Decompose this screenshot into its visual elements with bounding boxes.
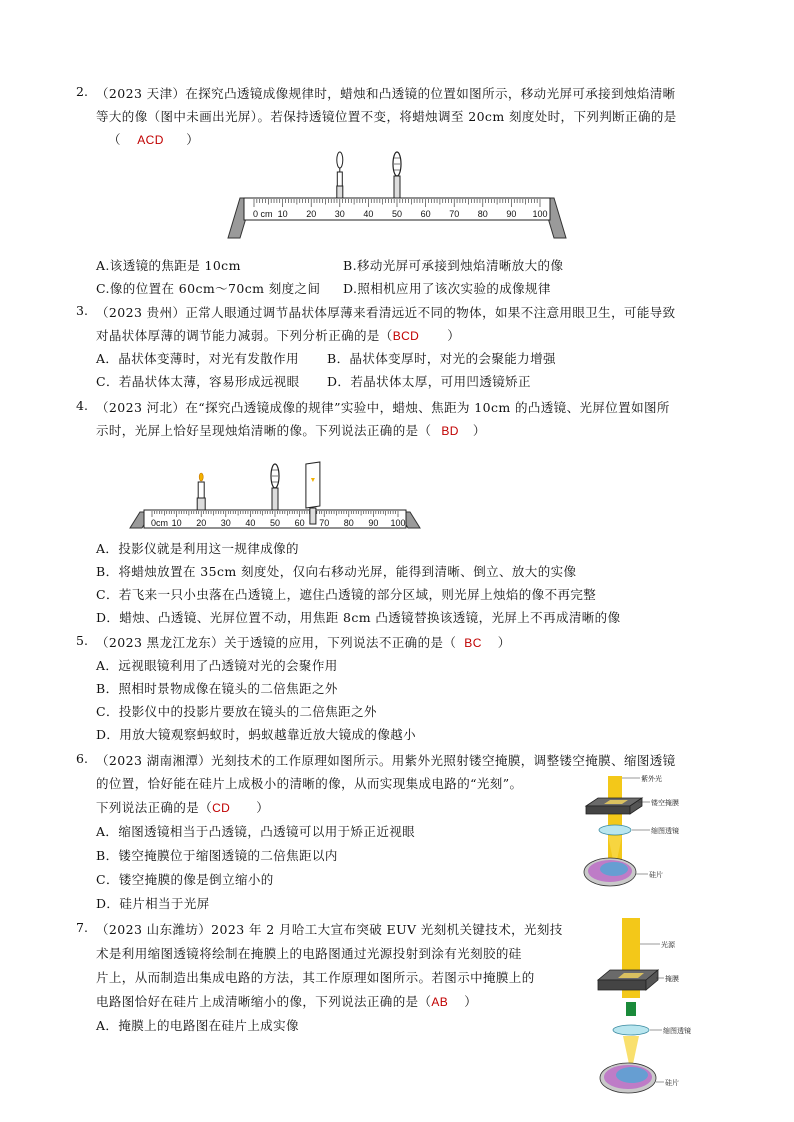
option-d: D．若晶状体太厚，可用凹透镜矫正 xyxy=(327,374,531,389)
convex-lens xyxy=(271,464,279,510)
answer-text: BD xyxy=(441,424,459,438)
question-text-line xyxy=(96,326,460,344)
label-lens: 缩图透镜 xyxy=(651,827,679,835)
ruler-tick-label: 80 xyxy=(477,209,488,219)
ruler-tick-label: 70 xyxy=(319,518,330,528)
question-number: 7. xyxy=(76,920,88,935)
answer-text: AB xyxy=(431,995,449,1009)
question-text-line: （2023 贵州）正常人眼通过调节晶状体厚薄来看清远近不同的物体，如果不注意用眼卫生，可能导致 xyxy=(96,305,676,320)
ruler-tick-label: 0 cm xyxy=(253,209,273,219)
label-wafer: 硅片 xyxy=(649,871,663,879)
lithography-figure-2 xyxy=(590,918,700,1114)
option-a: A.该透镜的焦距是 10cm xyxy=(96,258,241,273)
paren-close: ） xyxy=(256,800,270,815)
mask-image-green xyxy=(626,1002,636,1016)
question-text-line: （2023 天津）在探究凸透镜成像规律时，蜡烛和凸透镜的位置如图所示，移动光屏可承接到烛焰清晰 xyxy=(96,86,676,101)
label-mask: 镂空掩膜 xyxy=(651,799,679,807)
question-number: 4. xyxy=(76,398,88,413)
candle-body xyxy=(198,482,204,498)
ruler-tick-label: 100 xyxy=(390,518,406,528)
label-wafer: 硅片 xyxy=(665,1079,679,1087)
answer-line xyxy=(108,130,199,148)
ruler-tick-label: 40 xyxy=(363,209,374,219)
option-d: D.照相机应用了该次实验的成像规律 xyxy=(343,281,551,296)
question-text-line xyxy=(96,798,269,816)
ruler-tick-label: 80 xyxy=(343,518,354,528)
option-b: B．将蜡烛放置在 35cm 刻度处，仅向右移动光屏，能得到清晰、倒立、放大的实像 xyxy=(96,564,577,579)
option-a: A．缩图透镜相当于凸透镜，凸透镜可以用于矫正近视眼 xyxy=(96,824,416,839)
candle-flame xyxy=(337,152,343,168)
candle-body xyxy=(337,172,342,186)
question-text: 下列说法正确的是（ xyxy=(96,800,213,815)
question-text-line xyxy=(96,421,486,439)
question-text-line: （2023 河北）在“探究凸透镜成像的规律”实验中，蜡烛、焦距为 10cm 的凸透镜、光屏位置如图所 xyxy=(96,400,670,415)
question-text: 对晶状体厚薄的调节能力减弱。下列分析正确的是（ xyxy=(96,328,393,343)
question-text-line xyxy=(96,992,477,1010)
ruler-tick-label: 30 xyxy=(334,209,345,219)
convex-lens xyxy=(393,152,401,198)
label-mask: 掩膜 xyxy=(665,975,679,983)
ruler-tick-label: 40 xyxy=(245,518,256,528)
question-text: 电路图恰好在硅片上成清晰缩小的像，下列说法正确的是（ xyxy=(96,994,432,1009)
paren-close: ） xyxy=(464,994,478,1009)
optical-bench-figure-1 xyxy=(222,150,572,250)
label-lens: 缩图透镜 xyxy=(663,1027,691,1035)
ruler-tick-label: 50 xyxy=(391,209,403,219)
answer-text: ACD xyxy=(137,133,164,147)
reduction-lens xyxy=(599,825,631,835)
option-b: B．镂空掩膜位于缩图透镜的二倍焦距以内 xyxy=(96,848,338,863)
candle xyxy=(197,473,205,510)
question-text-line: 等大的像（图中未画出光屏）。若保持透镜位置不变，将蜡烛调至 20cm 刻度处时，下列判断正确的是 xyxy=(96,109,677,124)
paren-close: ） xyxy=(472,423,486,438)
question-text: （2023 黑龙江龙东）关于透镜的应用，下列说法不正确的是（ xyxy=(96,635,457,650)
ruler-tick-label: 70 xyxy=(449,209,460,219)
option-a: A．晶状体变薄时，对光有发散作用 xyxy=(96,351,299,366)
ruler-tick-label: 0cm xyxy=(151,518,169,528)
question-text-line: （2023 山东潍坊）2023 年 2 月哈工大宣布突破 EUV 光刻机关键技术，光刻技 xyxy=(96,922,563,937)
paren-close: ） xyxy=(497,635,511,650)
option-b: B．照相时景物成像在镜头的二倍焦距之外 xyxy=(96,681,338,696)
ruler-tick-label: 30 xyxy=(220,518,231,528)
optical-bench-figure-2 xyxy=(128,448,428,534)
option-c: C．若飞来一只小虫落在凸透镜上，遮住凸透镜的部分区域，则光屏上烛焰的像不再完整 xyxy=(96,587,597,602)
question-text-line: （2023 湖南湘潭）光刻技术的工作原理如图所示。用紫外光照射镂空掩膜，调整镂空掩膜、缩图透镜 xyxy=(96,753,676,768)
option-c: C．镂空掩膜的像是倒立缩小的 xyxy=(96,872,274,887)
ruler-tick-label: 20 xyxy=(306,209,317,219)
paren-close: ） xyxy=(447,328,461,343)
option-c: C．投影仪中的投影片要放在镜头的二倍焦距之外 xyxy=(96,704,377,719)
option-d: D．硅片相当于光屏 xyxy=(96,896,210,911)
lithography-figure-1 xyxy=(578,774,696,896)
option-a: A．投影仪就是利用这一规律成像的 xyxy=(96,541,299,556)
question-text: 示时，光屏上恰好呈现烛焰清晰的像。下列说法正确的是（ xyxy=(96,423,432,438)
paren-open: （ xyxy=(108,132,121,147)
question-number: 6. xyxy=(76,751,88,766)
ruler-tick-label: 90 xyxy=(506,209,517,219)
answer-text: CD xyxy=(212,801,231,815)
option-c: C．若晶状体太薄，容易形成远视眼 xyxy=(96,374,300,389)
ruler-tick-label: 60 xyxy=(420,209,431,219)
candle xyxy=(337,152,343,198)
ruler-tick-label: 10 xyxy=(171,518,182,528)
question-number: 5. xyxy=(76,633,88,648)
ruler-tick-label: 10 xyxy=(277,209,288,219)
question-text-line: 术是利用缩图透镜将绘制在掩膜上的电路图通过光源投射到涂有光刻胶的硅 xyxy=(96,946,522,961)
option-b: B.移动光屏可承接到烛焰清晰放大的像 xyxy=(343,258,564,273)
option-d: D．用放大镜观察蚂蚁时，蚂蚁越靠近放大镜成的像越小 xyxy=(96,727,417,742)
question-text-line xyxy=(96,633,511,651)
ruler-tick-label: 60 xyxy=(294,518,305,528)
option-a: A．掩膜上的电路图在硅片上成实像 xyxy=(96,1018,299,1033)
question-number: 3. xyxy=(76,303,88,318)
question-number: 2. xyxy=(76,84,88,99)
label-light-source: 光源 xyxy=(661,941,675,949)
option-d: D．蜡烛、凸透镜、光屏位置不动，用焦距 8cm 凸透镜替换该透镜，光屏上不再成清晰的像 xyxy=(96,610,621,625)
ruler-tick-label: 50 xyxy=(269,518,281,528)
label-uv-light: 紫外光 xyxy=(641,775,662,783)
paren-close: ） xyxy=(186,132,200,147)
ruler-tick-label: 90 xyxy=(368,518,379,528)
option-a: A．远视眼镜利用了凸透镜对光的会聚作用 xyxy=(96,658,338,673)
option-c: C.像的位置在 60cm～70cm 刻度之间 xyxy=(96,281,321,296)
reduction-lens xyxy=(613,1025,649,1035)
beam-cone xyxy=(623,1036,639,1064)
question-text-line: 的位置，恰好能在硅片上成极小的清晰的像，从而实现集成电路的“光刻”。 xyxy=(96,776,523,791)
ruler-tick-label: 20 xyxy=(196,518,207,528)
candle-flame xyxy=(199,473,203,481)
question-text-line: 片上，从而制造出集成电路的方法，其工作原理如图所示。若图示中掩膜上的 xyxy=(96,970,535,985)
answer-text: BC xyxy=(464,636,482,650)
ruler-tick-label: 100 xyxy=(532,209,548,219)
option-b: B．晶状体变厚时，对光的会聚能力增强 xyxy=(327,351,556,366)
answer-text: BCD xyxy=(392,329,420,343)
